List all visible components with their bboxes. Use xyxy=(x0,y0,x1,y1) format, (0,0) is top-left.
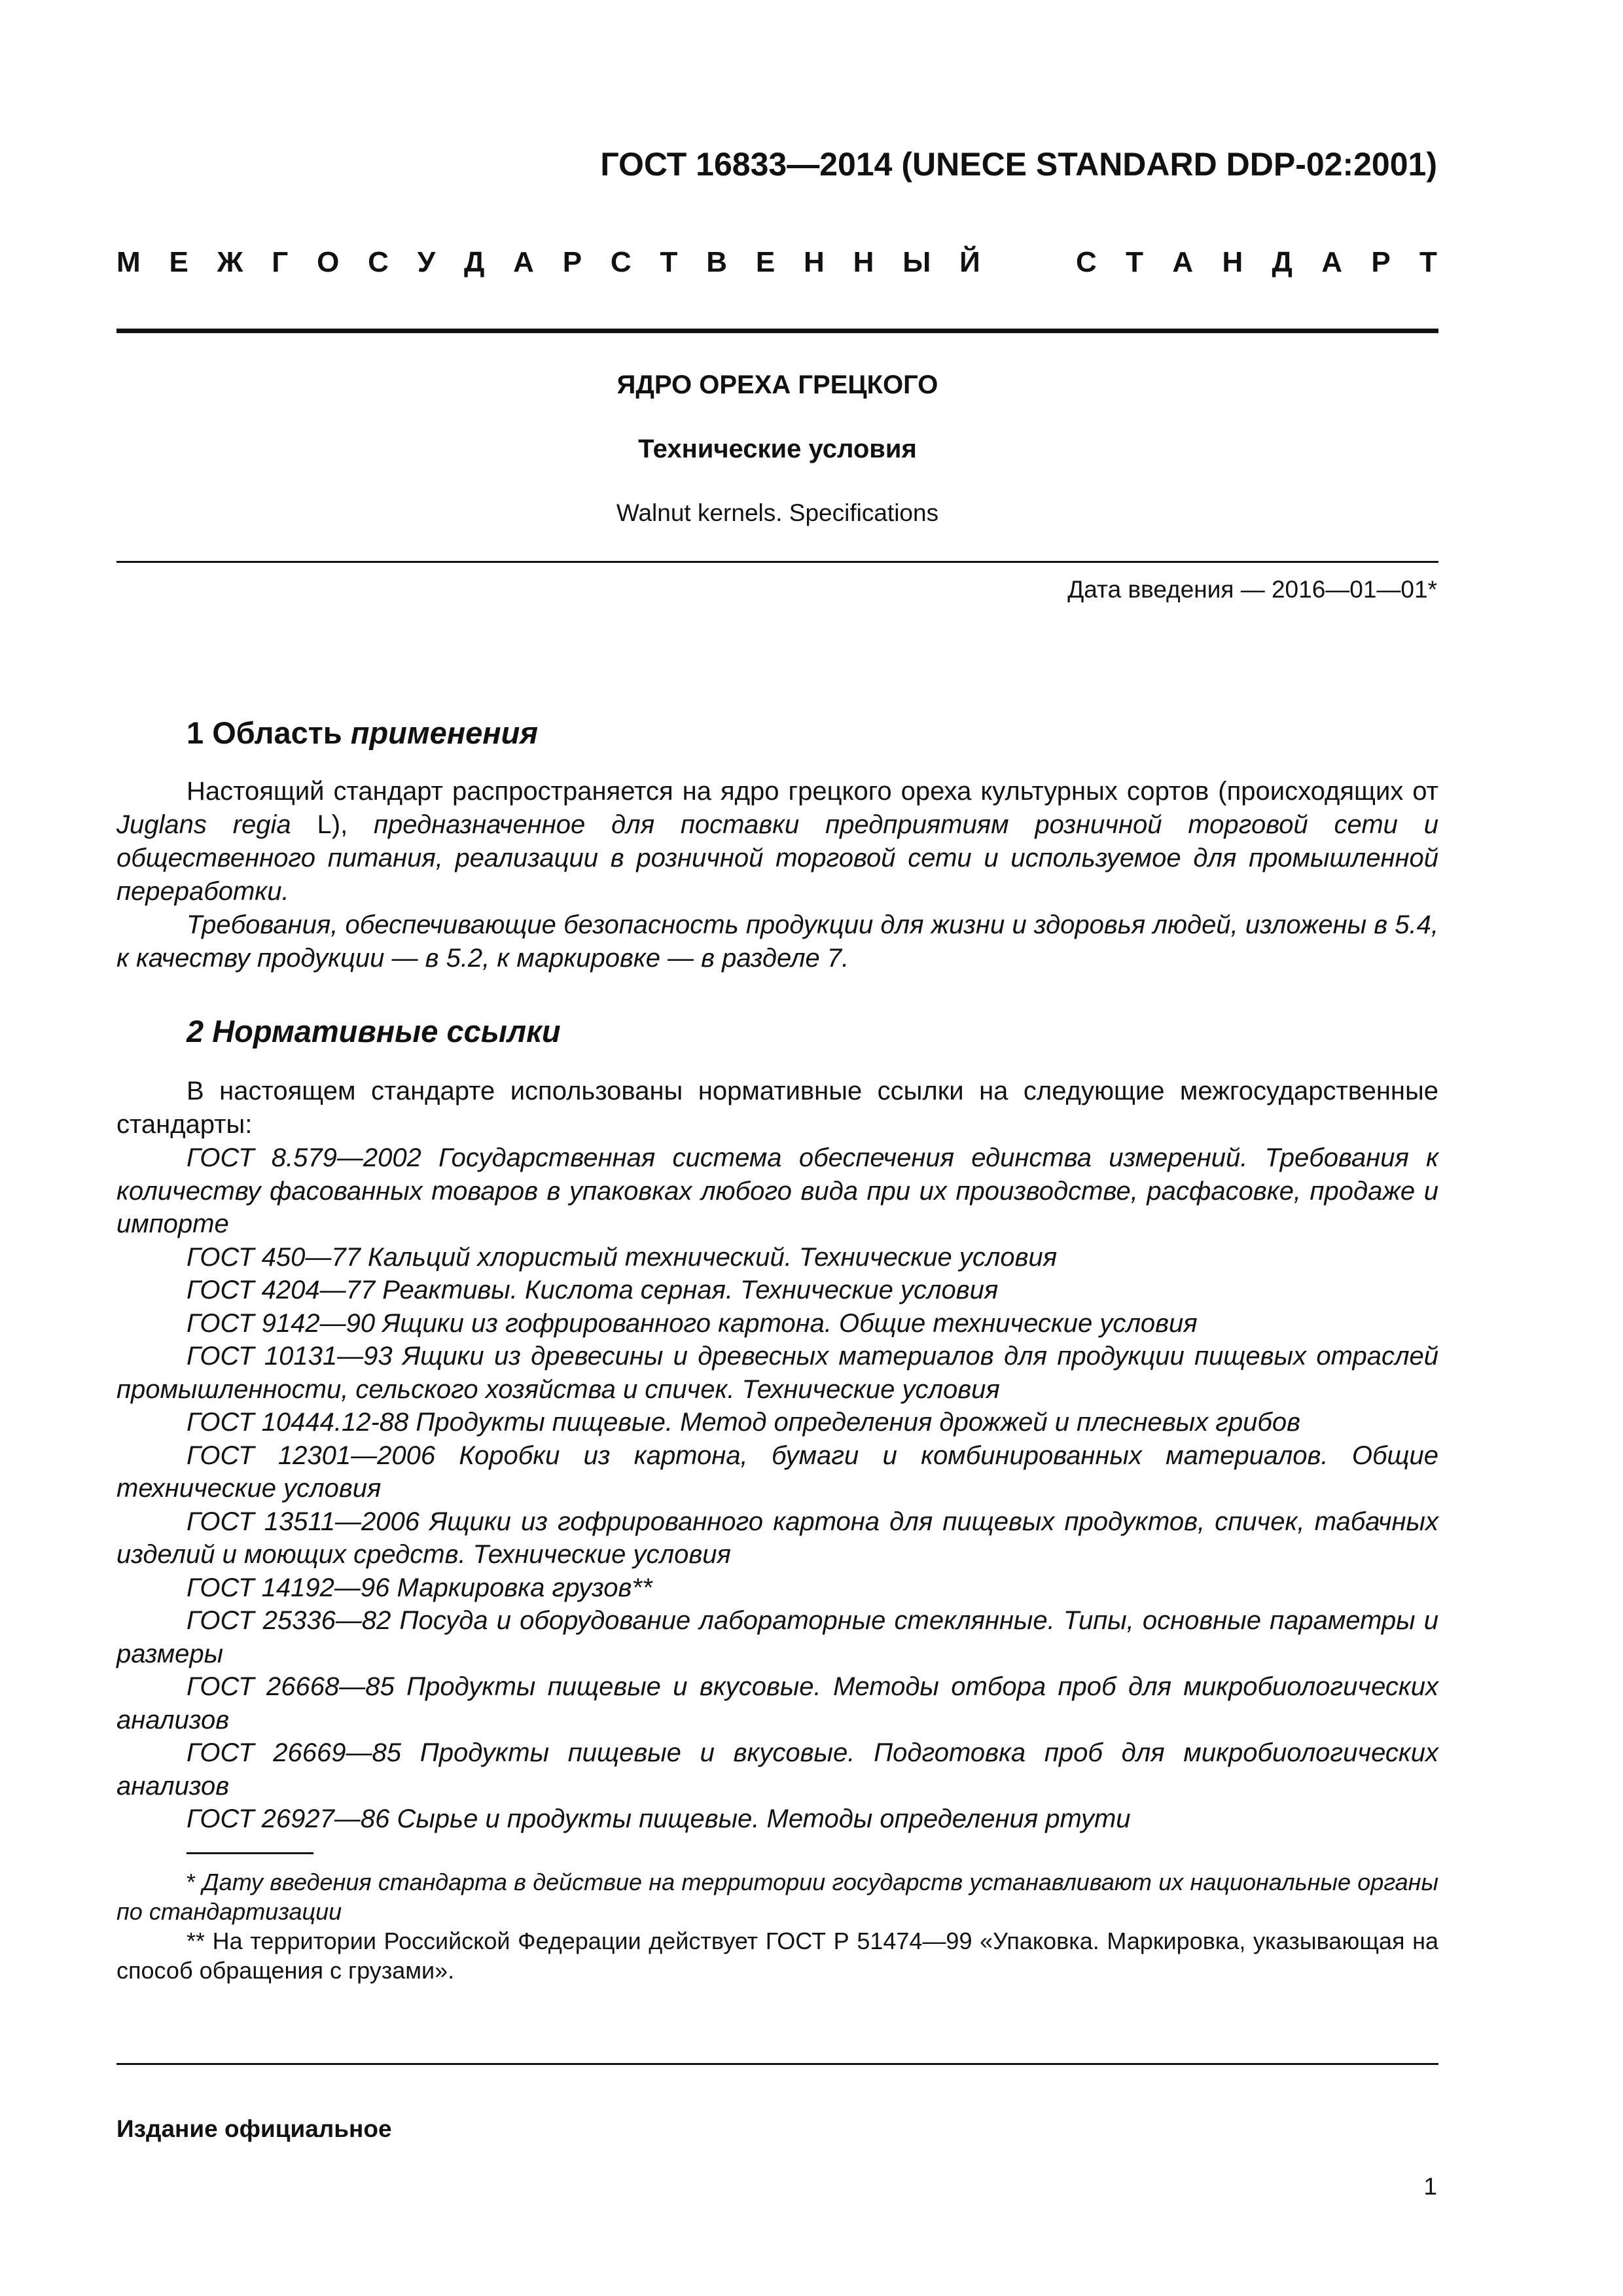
reference-item: ГОСТ 25336—82 Посуда и оборудование лабораторные стеклянные. Типы, основные параметры и размеры xyxy=(116,1606,1438,1668)
section-1-body xyxy=(116,775,1438,975)
footnote-separator xyxy=(187,1852,313,1854)
reference-item: ГОСТ 14192—96 Маркировка грузов** xyxy=(187,1573,652,1602)
document-title: ЯДРО ОРЕХА ГРЕЦКОГО xyxy=(616,370,938,399)
footnote-1: * Дату введения стандарта в действие на территории государств устанавливают их национальные органы по стандартизации xyxy=(116,1869,1438,1925)
reference-item: ГОСТ 26668—85 Продукты пищевые и вкусовые. Методы отбора проб для микробиологических анализов xyxy=(116,1672,1438,1734)
reference-item: ГОСТ 4204—77 Реактивы. Кислота серная. Технические условия xyxy=(187,1276,999,1304)
introduction-date: Дата введения — 2016—01—01* xyxy=(1067,576,1437,603)
section-2-heading: 2 Нормативные ссылки xyxy=(187,1014,561,1049)
interstate-word: М Е Ж Г О С У Д А Р С Т В Е Н Н Ы Й xyxy=(116,246,980,278)
title-divider xyxy=(116,561,1438,563)
standard-word: С Т А Н Д А Р Т xyxy=(1076,246,1437,278)
reference-item: ГОСТ 10444.12-88 Продукты пищевые. Метод определения дрожжей и плесневых грибов xyxy=(187,1408,1301,1437)
document-title-english: Walnut kernels. Specifications xyxy=(616,499,939,526)
document-code: ГОСТ 16833—2014 (UNECE STANDARD DDP-02:2001) xyxy=(600,146,1437,183)
official-edition-label: Издание официальное xyxy=(116,2115,392,2142)
reference-item: ГОСТ 26669—85 Продукты пищевые и вкусовые. Подготовка проб для микробиологических анализов xyxy=(116,1738,1438,1801)
requirements-paragraph: Требования, обеспечивающие безопасность продукции для жизни и здоровья людей, изложены в 5.4, к качеству продукции — в 5.2, к маркировке — в разделе 7. xyxy=(116,910,1438,973)
reference-item: ГОСТ 450—77 Кальций хлористый технический. Технические условия xyxy=(187,1242,1058,1272)
reference-item: ГОСТ 13511—2006 Ящики из гофрированного картона для пищевых продуктов, спичек, табачных изделий и моющих средств. Технические условия xyxy=(116,1507,1438,1569)
interstate-standard-label xyxy=(116,246,1437,279)
page-number: 1 xyxy=(1423,2173,1437,2200)
reference-item: ГОСТ 26927—86 Сырье и продукты пищевые. Методы определения ртути xyxy=(187,1804,1131,1833)
footnote-2: ** На территории Российской Федерации действует ГОСТ Р 51474—99 «Упаковка. Маркировка, указывающая на способ обращения с грузами». xyxy=(116,1928,1438,1984)
scope-paragraph: Настоящий стандарт распространяется на ядро грецкого ореха культурных сортов (происходящих от Juglans regia L), предназначенное для поставки предприятиям розничной торговой сети и общественного питания, реализации в розничной торговой сети и используемое для промышленной переработки. xyxy=(116,777,1438,906)
reference-item: ГОСТ 12301—2006 Коробки из картона, бумаги и комбинированных материалов. Общие технические условия xyxy=(116,1441,1438,1503)
reference-item: ГОСТ 8.579—2002 Государственная система обеспечения единства измерений. Требования к количеству фасованных товаров в упаковках любого вида при их производстве, расфасовке, продаже и импорте xyxy=(116,1143,1438,1238)
references-list xyxy=(116,1141,1438,1836)
reference-item: ГОСТ 10131—93 Ящики из древесины и древесных материалов для продукции пищевых отраслей промышленности, сельского хозяйства и спичек. Технические условия xyxy=(116,1342,1438,1404)
reference-item: ГОСТ 9142—90 Ящики из гофрированного картона. Общие технические условия xyxy=(187,1308,1198,1338)
section-1-heading: 1 Область применения xyxy=(187,715,539,750)
footer-divider xyxy=(116,2063,1438,2065)
section-2-intro: В настоящем стандарте использованы нормативные ссылки на следующие межгосударственные стандарты: xyxy=(116,1077,1438,1139)
document-subtitle: Технические условия xyxy=(638,435,917,463)
header-divider xyxy=(116,329,1438,333)
footnotes xyxy=(116,1867,1438,1985)
